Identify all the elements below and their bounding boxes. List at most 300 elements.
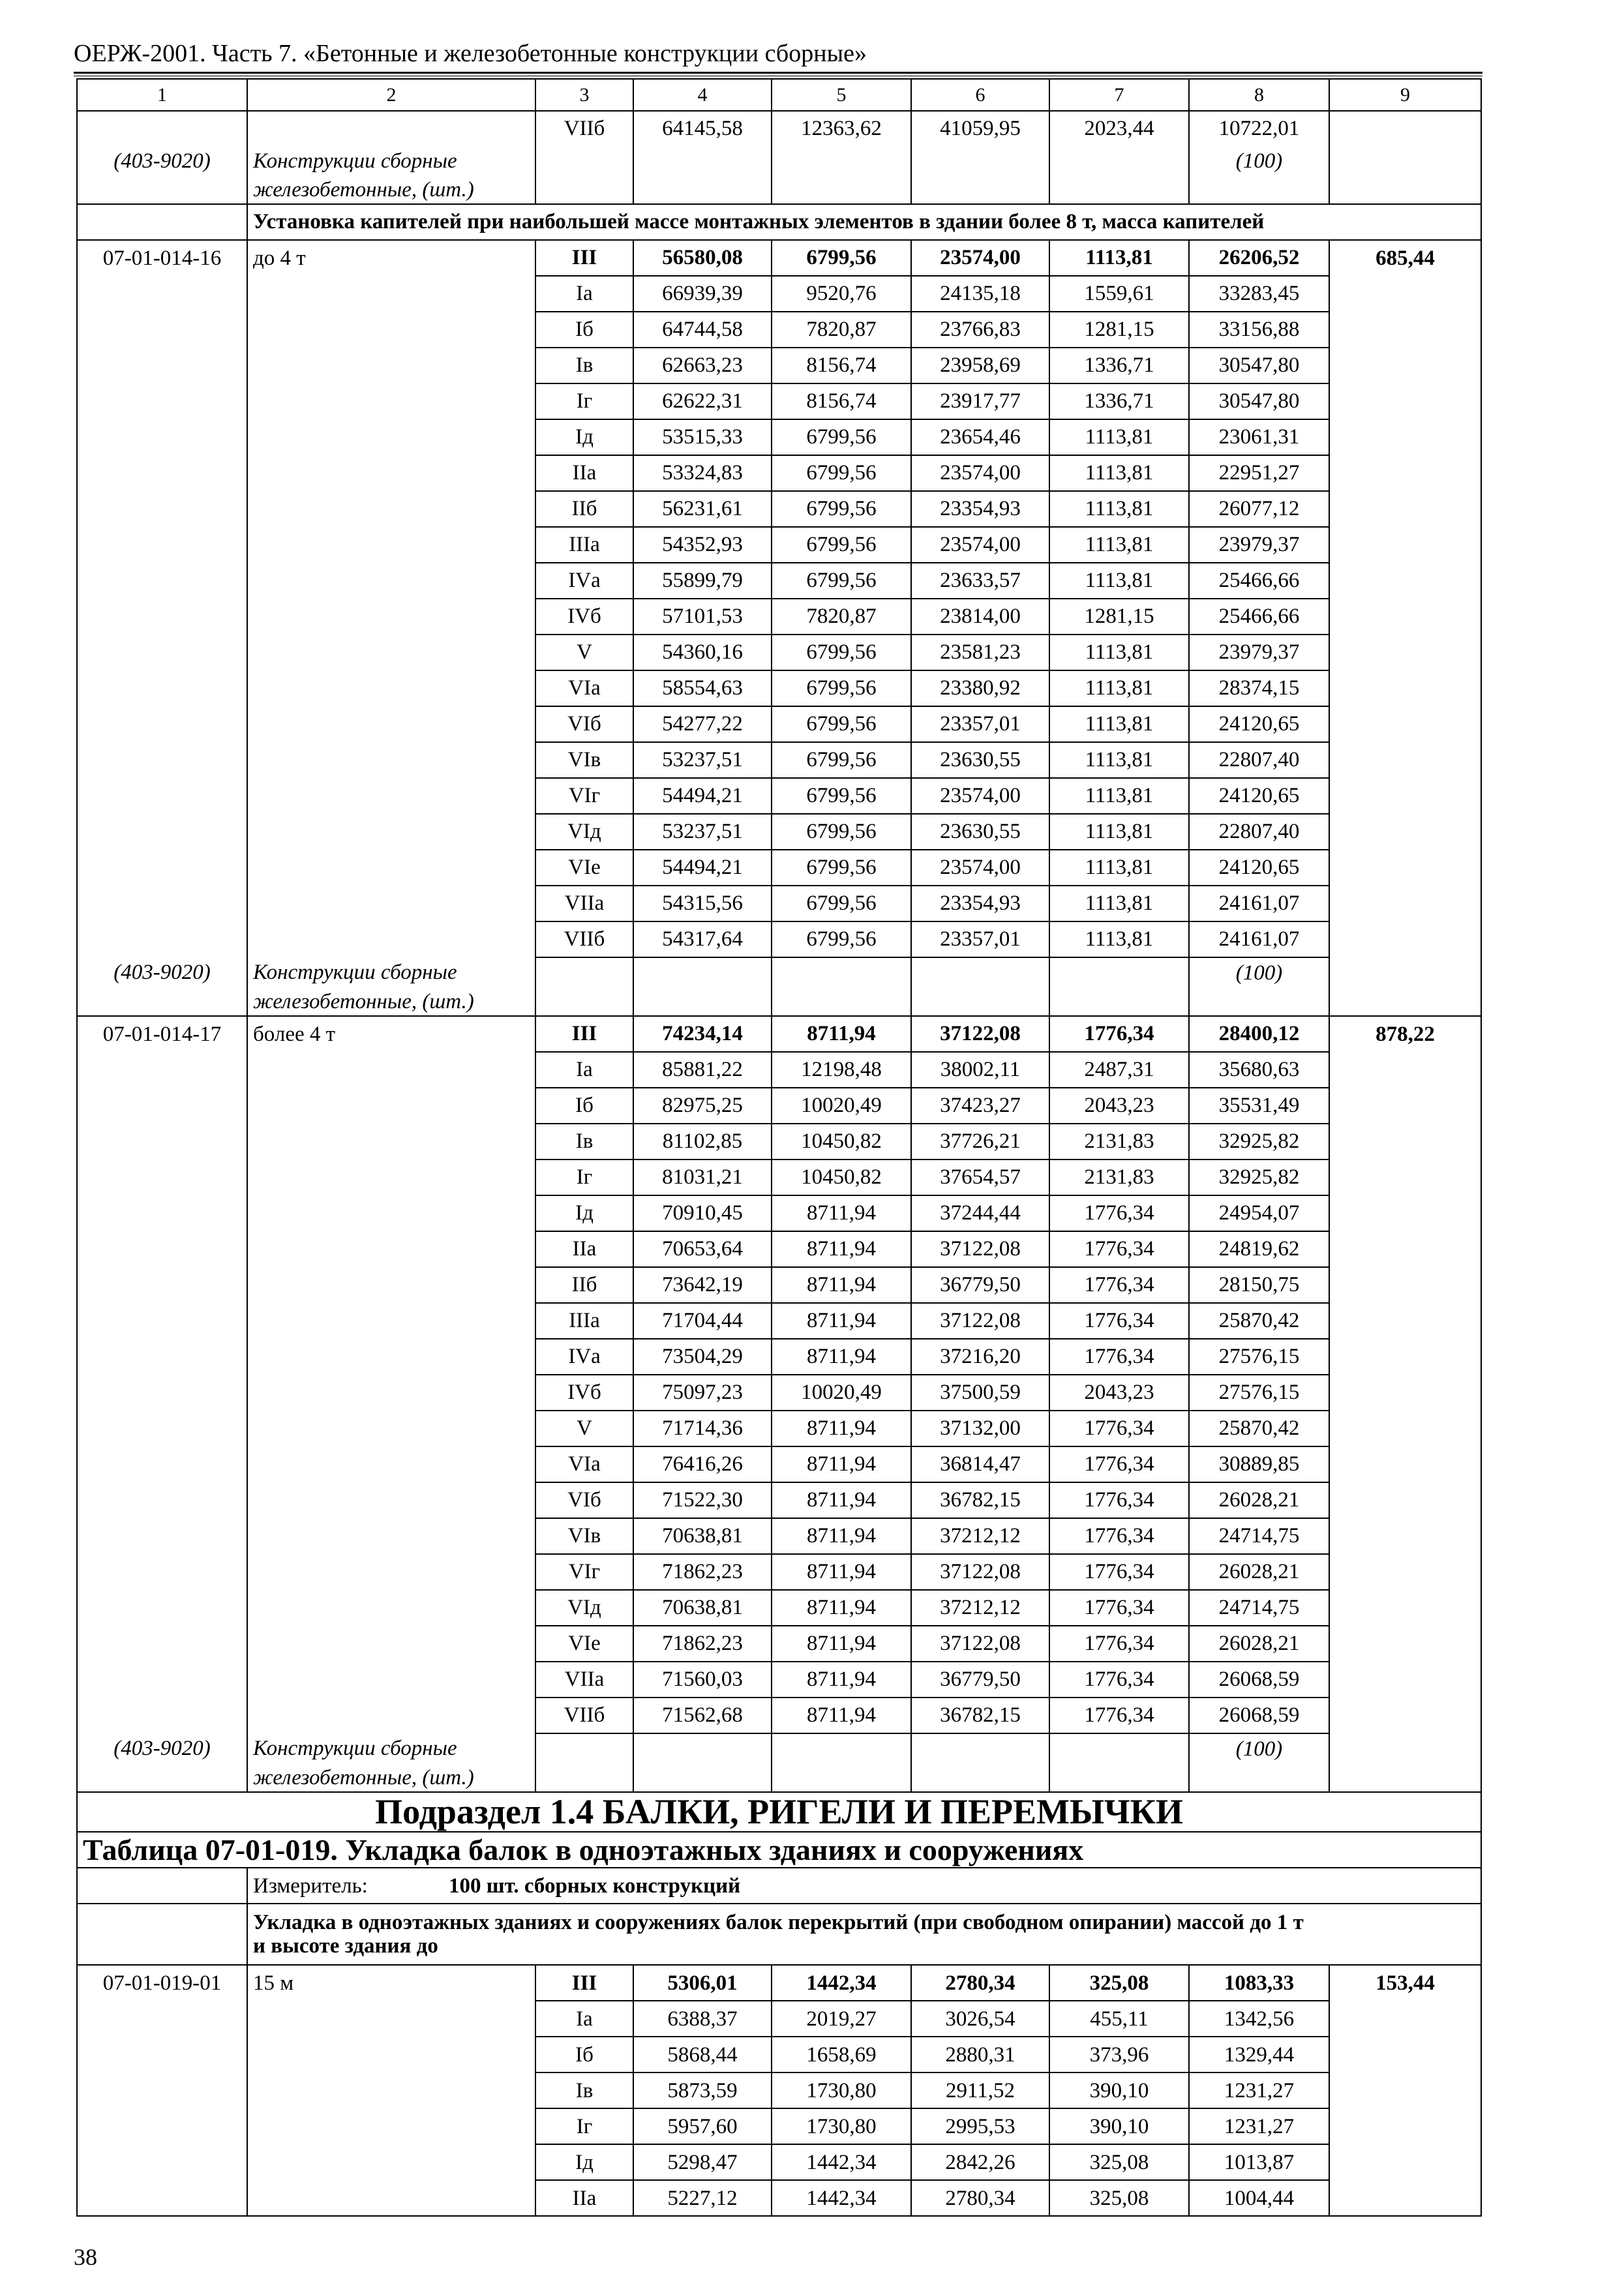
value-cell: 8711,94 [772,1411,911,1446]
value-cell: 23581,23 [911,635,1049,670]
value-cell: 54360,16 [633,635,772,670]
value-cell: 70653,64 [633,1231,772,1267]
value-cell: 23061,31 [1189,419,1329,455]
column-number-cell: 2 [247,79,535,111]
header-rule [74,72,1482,74]
value-cell: 2780,34 [911,2180,1049,2216]
value-cell: 1342,56 [1189,2001,1329,2037]
empty-cell [247,1375,535,1411]
empty-cell [247,886,535,921]
empty-cell [247,1662,535,1698]
empty-cell [77,1554,247,1590]
value-cell: 32925,82 [1189,1159,1329,1195]
data-row [77,1446,1481,1482]
value-cell: 74234,14 [633,1016,772,1052]
empty-cell [77,2108,247,2144]
section-title-line2: и высоте здания до [253,1934,438,1958]
value-cell: 36782,15 [911,1698,1049,1733]
zone-cell: Iв [535,348,633,383]
empty-cell [911,1733,1049,1764]
value-cell: 6799,56 [772,886,911,921]
empty-cell [247,1303,535,1339]
rate-name: 15 м [247,1965,535,2001]
value-cell: 23958,69 [911,348,1049,383]
value-cell: 6799,56 [772,814,911,850]
empty-cell [247,1088,535,1124]
empty-cell [1049,957,1189,988]
value-cell: 23917,77 [911,383,1049,419]
data-row [77,1267,1481,1303]
value-cell: 8711,94 [772,1662,911,1698]
data-row [77,850,1481,886]
value-cell: 36814,47 [911,1446,1049,1482]
empty-cell [247,670,535,706]
value-cell: 24714,75 [1189,1518,1329,1554]
value-cell: 1658,69 [772,2037,911,2072]
material-row [77,1733,1481,1764]
data-row [77,2037,1481,2072]
value-cell: 66939,39 [633,276,772,312]
material-code: (403-9020) [77,1733,247,1764]
value-cell: 23654,46 [911,419,1049,455]
value-cell: 24135,18 [911,276,1049,312]
zone-cell: VIб [535,1482,633,1518]
empty-cell [77,850,247,886]
empty-cell [247,706,535,742]
value-cell: 28400,12 [1189,1016,1329,1052]
empty-cell [1329,814,1481,850]
zone-cell: IIб [535,1267,633,1303]
value-cell: 54277,22 [633,706,772,742]
material-name-line1: Конструкции сборные [247,1733,535,1764]
value-cell: 1113,81 [1049,850,1189,886]
value-cell: 1776,34 [1049,1195,1189,1231]
value-cell: 71560,03 [633,1662,772,1698]
value-cell: 1559,61 [1049,276,1189,312]
data-row [77,1016,1481,1052]
rate-code: 07-01-014-16 [77,240,247,276]
empty-cell [1329,2037,1481,2072]
value-cell: 75097,23 [633,1375,772,1411]
empty-cell [247,635,535,670]
value-cell: 2911,52 [911,2072,1049,2108]
value-cell: 8711,94 [772,1195,911,1231]
value-cell: 2880,31 [911,2037,1049,2072]
value-cell: 37212,12 [911,1518,1049,1554]
empty-cell [772,988,911,1016]
column-number-cell: 9 [1329,79,1481,111]
value-cell: 1113,81 [1049,635,1189,670]
value-cell: 23814,00 [911,599,1049,635]
empty-cell [77,670,247,706]
empty-cell [77,1698,247,1733]
section-title-line1: Укладка в одноэтажных зданиях и сооружениях балок перекрытий (при свободном опирании) массой до 1 т [253,1911,1304,1935]
empty-cell [1329,2072,1481,2108]
empty-cell [1049,146,1189,176]
value-cell: 26068,59 [1189,1662,1329,1698]
empty-cell [247,2108,535,2144]
value-cell: 23979,37 [1189,635,1329,670]
material-code: (403-9020) [77,146,247,176]
data-row [77,383,1481,419]
empty-cell [77,814,247,850]
material-qty: (100) [1189,957,1329,988]
material-name-line2: железобетонные, (шт.) [247,1764,535,1792]
zone-cell: Iа [535,276,633,312]
value-cell: 1281,15 [1049,599,1189,635]
value-cell: 10020,49 [772,1375,911,1411]
empty-cell [535,957,633,988]
empty-cell [1329,778,1481,814]
data-row [77,1482,1481,1518]
empty-cell [247,850,535,886]
data-row [77,563,1481,599]
empty-cell [77,1764,247,1792]
empty-cell [77,886,247,921]
value-cell: 23357,01 [911,706,1049,742]
value-cell: 1281,15 [1049,312,1189,348]
value-cell: 1113,81 [1049,563,1189,599]
empty-cell [77,1088,247,1124]
empty-cell [1049,988,1189,1016]
empty-cell [77,1195,247,1231]
value-cell: 23630,55 [911,742,1049,778]
subsection-title: Подраздел 1.4 БАЛКИ, РИГЕЛИ И ПЕРЕМЫЧКИ [77,1792,1481,1832]
empty-cell [77,1482,247,1518]
value-cell: 23354,93 [911,886,1049,921]
data-row [77,1590,1481,1626]
value-cell: 1113,81 [1049,527,1189,563]
empty-cell [633,146,772,176]
data-row [77,111,1481,146]
value-cell: 71714,36 [633,1411,772,1446]
zone-cell: Iг [535,2108,633,2144]
value-cell: 62622,31 [633,383,772,419]
material-qty: (100) [1189,1733,1329,1764]
empty-cell [77,2037,247,2072]
empty-cell [633,1733,772,1764]
empty-cell [77,599,247,635]
empty-cell [1329,146,1481,176]
empty-cell [247,419,535,455]
data-row [77,1159,1481,1195]
zone-cell: VIг [535,1554,633,1590]
value-cell: 25466,66 [1189,599,1329,635]
value-cell: 57101,53 [633,599,772,635]
empty-cell [1329,176,1481,204]
empty-cell [1329,1124,1481,1159]
empty-cell [247,1411,535,1446]
value-cell: 1442,34 [772,2144,911,2180]
value-cell: 12198,48 [772,1052,911,1088]
value-cell: 10450,82 [772,1159,911,1195]
value-cell: 54315,56 [633,886,772,921]
empty-cell [247,1554,535,1590]
value-cell: 22807,40 [1189,742,1329,778]
value-cell: 1113,81 [1049,491,1189,527]
value-cell: 6799,56 [772,635,911,670]
zone-cell: VIIб [535,921,633,957]
value-cell: 8711,94 [772,1267,911,1303]
empty-cell [1329,1088,1481,1124]
empty-cell [247,778,535,814]
value-cell: 1083,33 [1189,1965,1329,2001]
value-cell: 1776,34 [1049,1698,1189,1733]
value-cell: 6799,56 [772,419,911,455]
empty-cell [77,2180,247,2216]
value-cell: 37122,08 [911,1303,1049,1339]
zone-cell: Iв [535,2072,633,2108]
data-row [77,599,1481,635]
empty-cell [535,988,633,1016]
empty-cell [77,111,247,146]
empty-cell [77,778,247,814]
value-cell: 6799,56 [772,778,911,814]
value-cell: 36782,15 [911,1482,1049,1518]
zone-cell: VIе [535,1626,633,1662]
empty-cell [1329,988,1481,1016]
value-cell: 1113,81 [1049,419,1189,455]
empty-cell [247,2001,535,2037]
column-number-cell: 3 [535,79,633,111]
value-cell: 24161,07 [1189,886,1329,921]
empty-cell [247,1267,535,1303]
value-cell: 71862,23 [633,1626,772,1662]
value-cell: 5873,59 [633,2072,772,2108]
value-cell: 53324,83 [633,455,772,491]
value-cell: 6799,56 [772,491,911,527]
data-row [77,1518,1481,1554]
value-cell: 70638,81 [633,1590,772,1626]
value-cell: 26206,52 [1189,240,1329,276]
value-cell: 8711,94 [772,1303,911,1339]
value-cell: 2842,26 [911,2144,1049,2180]
empty-cell [77,455,247,491]
empty-cell [77,1052,247,1088]
value-cell: 28374,15 [1189,670,1329,706]
data-row [77,1626,1481,1662]
value-cell: 54352,93 [633,527,772,563]
data-row [77,276,1481,312]
value-cell: 8711,94 [772,1446,911,1482]
value-cell: 71562,68 [633,1698,772,1733]
value-cell: 54494,21 [633,778,772,814]
section-title-row [77,1904,1481,1965]
empty-cell [247,1159,535,1195]
empty-cell [1189,176,1329,204]
empty-cell [247,563,535,599]
empty-cell [77,988,247,1016]
value-cell: 28150,75 [1189,1267,1329,1303]
empty-cell [535,1733,633,1764]
value-cell: 390,10 [1049,2108,1189,2144]
data-row [77,1698,1481,1733]
labor-total: 153,44 [1329,1965,1481,2001]
zone-cell: VIв [535,1518,633,1554]
value-cell: 2780,34 [911,1965,1049,2001]
empty-cell [77,1904,247,1965]
data-row [77,706,1481,742]
page-number: 38 [74,2244,97,2270]
empty-cell [1329,111,1481,146]
empty-cell [77,742,247,778]
value-cell: 325,08 [1049,2144,1189,2180]
data-row [77,921,1481,957]
empty-cell [1049,176,1189,204]
empty-cell [77,921,247,957]
value-cell: 1776,34 [1049,1626,1189,1662]
column-number-cell: 6 [911,79,1049,111]
value-cell: 8711,94 [772,1590,911,1626]
empty-cell [77,276,247,312]
value-cell: 73504,29 [633,1339,772,1375]
zone-cell: VIIа [535,1662,633,1698]
value-cell: 1776,34 [1049,1231,1189,1267]
empty-cell [1329,1303,1481,1339]
value-cell: 53237,51 [633,742,772,778]
empty-cell [1329,1231,1481,1267]
empty-cell [1329,1411,1481,1446]
data-row [77,348,1481,383]
value-cell: 10450,82 [772,1124,911,1159]
empty-cell [772,1764,911,1792]
zone-cell: IIа [535,455,633,491]
zone-cell: VIв [535,742,633,778]
data-row [77,778,1481,814]
value-cell: 10722,01 [1189,111,1329,146]
empty-cell [247,276,535,312]
value-cell: 24714,75 [1189,1590,1329,1626]
column-number-row [77,79,1481,111]
empty-cell [247,2180,535,2216]
value-cell: 73642,19 [633,1267,772,1303]
empty-cell [247,1052,535,1088]
data-row [77,814,1481,850]
value-cell: 8156,74 [772,383,911,419]
section-title-row [77,204,1481,240]
value-cell: 1730,80 [772,2108,911,2144]
value-cell: 24161,07 [1189,921,1329,957]
value-cell: 30547,80 [1189,348,1329,383]
zone-cell: III [535,1016,633,1052]
empty-cell [911,176,1049,204]
value-cell: 26028,21 [1189,1482,1329,1518]
empty-cell [1329,1375,1481,1411]
zone-cell: IVа [535,1339,633,1375]
zone-cell: III [535,1965,633,2001]
value-cell: 23630,55 [911,814,1049,850]
zone-cell: IIIа [535,1303,633,1339]
labor-total: 685,44 [1329,240,1481,276]
value-cell: 1776,34 [1049,1590,1189,1626]
column-number-cell: 1 [77,79,247,111]
empty-cell [1329,1052,1481,1088]
empty-cell [247,1124,535,1159]
empty-cell [247,1626,535,1662]
zone-cell: VIе [535,850,633,886]
empty-cell [247,527,535,563]
value-cell: 6799,56 [772,455,911,491]
empty-cell [633,988,772,1016]
empty-cell [911,146,1049,176]
empty-cell [247,599,535,635]
value-cell: 9520,76 [772,276,911,312]
zone-cell: Iб [535,312,633,348]
data-row [77,1965,1481,2001]
value-cell: 1776,34 [1049,1518,1189,1554]
empty-cell [247,1339,535,1375]
value-cell: 1231,27 [1189,2108,1329,2144]
empty-cell [77,312,247,348]
value-cell: 1776,34 [1049,1446,1189,1482]
value-cell: 23574,00 [911,527,1049,563]
data-row [77,491,1481,527]
value-cell: 70910,45 [633,1195,772,1231]
measure-label: Измеритель: [253,1874,368,1898]
zone-cell: Iб [535,2037,633,2072]
empty-cell [1329,2144,1481,2180]
empty-cell [1329,1339,1481,1375]
material-row [77,988,1481,1016]
empty-cell [1329,886,1481,921]
value-cell: 1113,81 [1049,670,1189,706]
rate-name: более 4 т [247,1016,535,1052]
empty-cell [1049,1733,1189,1764]
empty-cell [1329,599,1481,635]
empty-cell [77,1518,247,1554]
empty-cell [247,1590,535,1626]
zone-cell: Iа [535,1052,633,1088]
empty-cell [1329,419,1481,455]
section-title: Установка капителей при наибольшей массе монтажных элементов в здании более 8 т, масса капителей [247,204,1481,240]
value-cell: 2131,83 [1049,1124,1189,1159]
zone-cell: III [535,240,633,276]
value-cell: 53237,51 [633,814,772,850]
value-cell: 1442,34 [772,2180,911,2216]
value-cell: 1776,34 [1049,1303,1189,1339]
value-cell: 1113,81 [1049,814,1189,850]
empty-cell [77,635,247,670]
value-cell: 1776,34 [1049,1267,1189,1303]
empty-cell [1329,1733,1481,1764]
value-cell: 1113,81 [1049,240,1189,276]
empty-cell [247,921,535,957]
value-cell: 3026,54 [911,2001,1049,2037]
material-row [77,146,1481,176]
measure-value: 100 шт. сборных конструкций [449,1874,741,1898]
data-row [77,455,1481,491]
value-cell: 373,96 [1049,2037,1189,2072]
value-cell: 24819,62 [1189,1231,1329,1267]
value-cell: 2043,23 [1049,1088,1189,1124]
data-row [77,2072,1481,2108]
zone-cell: VIг [535,778,633,814]
empty-cell [1329,670,1481,706]
zone-cell: IIа [535,1231,633,1267]
data-row [77,2108,1481,2144]
value-cell: 58554,63 [633,670,772,706]
value-cell: 23574,00 [911,455,1049,491]
value-cell: 37122,08 [911,1626,1049,1662]
value-cell: 12363,62 [772,111,911,146]
empty-cell [1329,1195,1481,1231]
value-cell: 26028,21 [1189,1554,1329,1590]
value-cell: 30547,80 [1189,383,1329,419]
empty-cell [1329,2180,1481,2216]
zone-cell: VIд [535,814,633,850]
empty-cell [77,1662,247,1698]
data-row [77,670,1481,706]
